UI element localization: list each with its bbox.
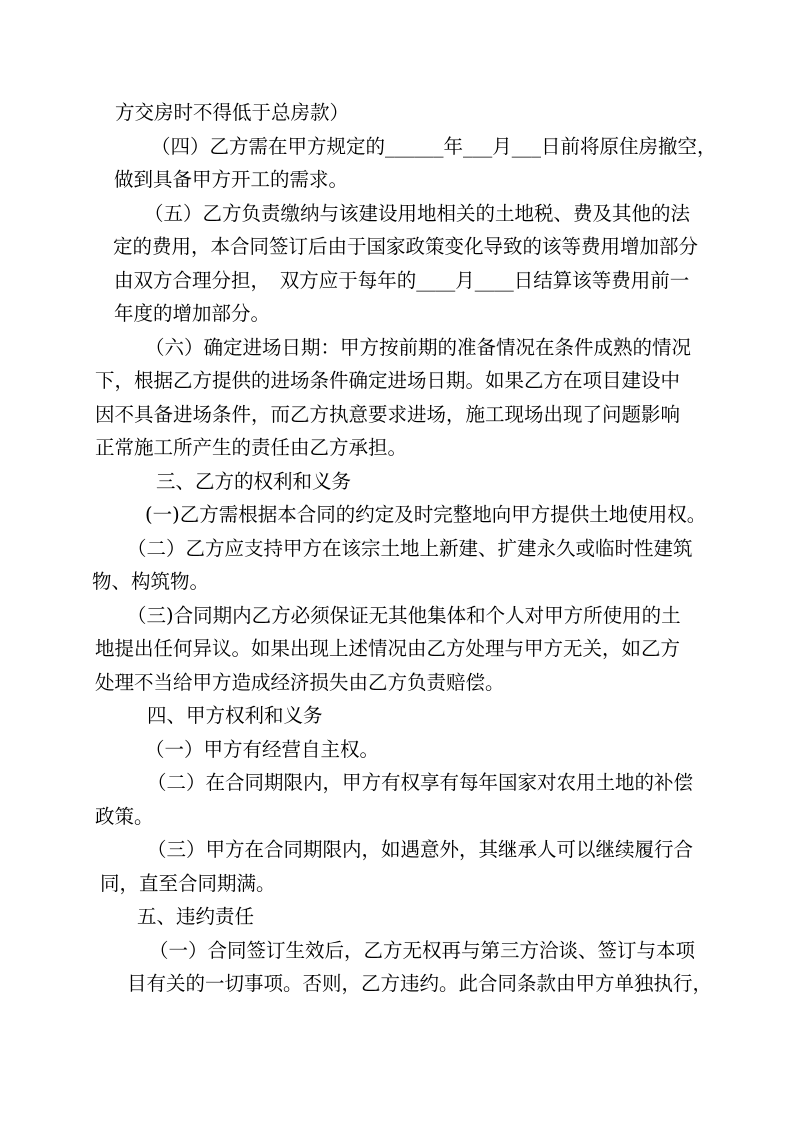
text-line: 物、构筑物。: [92, 570, 210, 593]
text-line: （一）甲方有经营自主权。: [145, 737, 380, 761]
text-line: 因不具备进场条件，而乙方执意要求进场，施工现场出现了问题影响: [95, 402, 681, 426]
text-line: （三）甲方在合同期限内，如遇意外，其继承人可以继续履行合: [147, 838, 694, 861]
text-line: 三、乙方的权利和义务: [156, 469, 352, 493]
text-line: 处理不当给甲方造成经济损失由乙方负责赔偿。: [95, 670, 505, 694]
text-line: 定的费用，本合同签订后由于国家政策变化导致的该等费用增加部分: [113, 235, 699, 258]
text-line: 由双方合理分担， 双方应于每年的____月____日结算该等费用前一: [114, 268, 690, 292]
text-line: 五、违约责任: [137, 905, 255, 928]
text-line: 方交房时不得低于总房款）: [115, 101, 350, 124]
text-line: （二）乙方应支持甲方在该宗土地上新建、扩建永久或临时性建筑: [127, 536, 693, 560]
text-line: 政策。: [95, 804, 154, 828]
text-line: （一）合同签订生效后，乙方无权再与第三方洽谈、签订与本项: [149, 938, 696, 962]
text-line: （五）乙方负责缴纳与该建设用地相关的土地税、费及其他的法: [144, 201, 691, 225]
document-body: [90, 96, 740, 1001]
text-line: 下，根据乙方提供的进场条件确定进场日期。如果乙方在项目建设中: [95, 369, 681, 392]
text-line: 四、甲方权利和义务: [147, 704, 323, 727]
text-line: 目有关的一切事项。否则，乙方违约。此合同条款由甲方单独执行，: [127, 972, 713, 995]
text-line: 正常施工所产生的责任由乙方承担。: [95, 436, 408, 459]
text-line: 年度的增加部分。: [114, 302, 271, 325]
text-line: （六）确定进场日期：甲方按前期的准备情况在条件成熟的情况: [145, 335, 692, 359]
text-line: 做到具备甲方开工的需求。: [114, 168, 349, 191]
text-line: (一)乙方需根据本合同的约定及时完整地向甲方提供土地使用权。: [145, 503, 707, 526]
text-line: （二）在合同期限内，甲方有权享有每年国家对农用土地的补偿: [147, 771, 694, 794]
text-line: （四）乙方需在甲方规定的______年___月___日前将原住房撤空，: [151, 134, 717, 158]
text-line: 同，直至合同期满。: [100, 871, 276, 895]
text-line: 地提出任何异议。如果出现上述情况由乙方处理与甲方无关，如乙方: [95, 637, 681, 660]
text-line: （三)合同期内乙方必须保证无其他集体和个人对甲方所使用的土: [127, 603, 681, 627]
